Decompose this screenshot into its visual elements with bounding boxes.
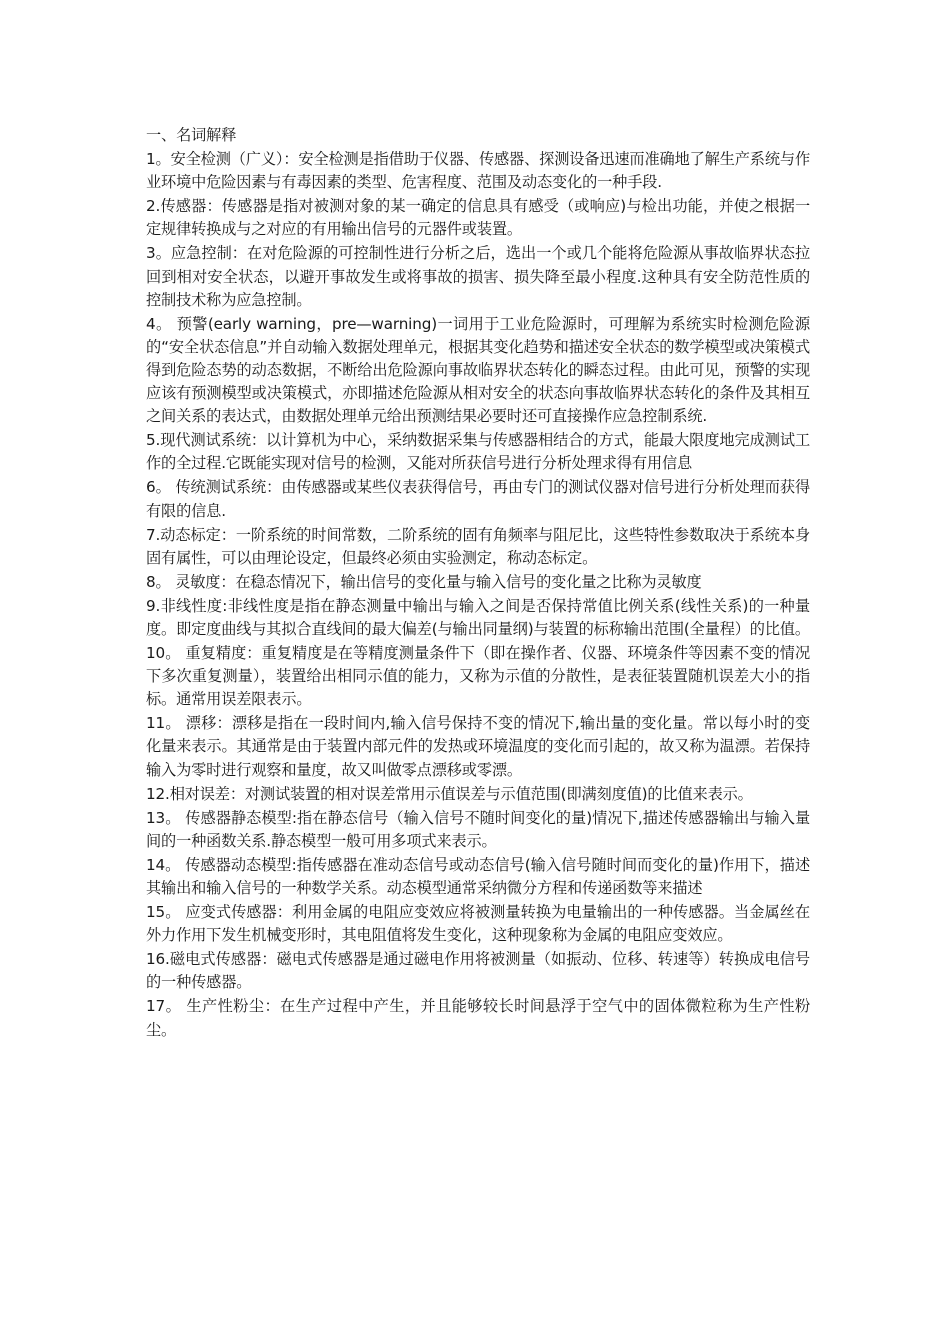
definition-item-12: 12.相对误差：对测试装置的相对误差常用示值误差与示值范围(即满刻度值)的比值来表示。 bbox=[146, 784, 753, 803]
document-body bbox=[146, 124, 810, 1043]
definition-item-15: 15。 应变式传感器：利用金属的电阻应变效应将被测量转换为电量输出的一种传感器。当金属丝在外力作用下发生机械变形时，其电阻值将发生变化，这种现象称为金属的电阻应变效应。 bbox=[146, 903, 810, 945]
definition-item-5: 5.现代测试系统：以计算机为中心，采纳数据采集与传感器相结合的方式，能最大限度地完成测试工作的全过程.它既能实现对信号的检测，又能对所获信号进行分析处理求得有用信息 bbox=[146, 431, 810, 473]
section-heading: 一、名词解释 bbox=[146, 126, 237, 144]
definition-item-11: 11。 漂移：漂移是指在一段时间内,输入信号保持不变的情况下,输出量的变化量。常以每小时的变化量来表示。其通常是由于装置内部元件的发热或环境温度的变化而引起的，故又称为温漂。若保持输入为零时进行观察和量度，故又叫做零点漂移或零漂。 bbox=[146, 714, 810, 779]
definition-item-17: 17。 生产性粉尘：在生产过程中产生，并且能够较长时间悬浮于空气中的固体微粒称为生产性粉尘。 bbox=[146, 997, 810, 1039]
definition-item-14: 14。 传感器动态模型:指传感器在准动态信号或动态信号(输入信号随时间而变化的量)作用下，描述其输出和输入信号的一种数学关系。动态模型通常采纳微分方程和传递函数等来描述 bbox=[146, 855, 810, 897]
definition-item-7: 7.动态标定：一阶系统的时间常数，二阶系统的固有角频率与阻尼比，这些特性参数取决于系统本身固有属性，可以由理论设定，但最终必须由实验测定，称动态标定。 bbox=[146, 525, 810, 567]
definition-item-8: 8。 灵敏度：在稳态情况下，输出信号的变化量与输入信号的变化量之比称为灵敏度 bbox=[146, 572, 702, 591]
definition-item-2: 2.传感器：传感器是指对被测对象的某一确定的信息具有感受（或响应)与检出功能，并使之根据一定规律转换成与之对应的有用输出信号的元器件或装置。 bbox=[146, 197, 810, 239]
definition-item-9: 9.非线性度:非线性度是指在静态测量中输出与输入之间是否保持常值比例关系(线性关系)的一种量度。即定度曲线与其拟合直线间的最大偏差(与输出同量纲)与装置的标称输出范围(全量程）的比值。 bbox=[146, 596, 810, 638]
definition-item-10: 10。 重复精度：重复精度是在等精度测量条件下（即在操作者、仪器、环境条件等因素不变的情况下多次重复测量），装置给出相同示值的能力，又称为示值的分散性，是表征装置随机误差大小的指标。通常用误差限表示。 bbox=[146, 644, 810, 709]
definition-item-16: 16.磁电式传感器：磁电式传感器是通过磁电作用将被测量（如振动、位移、转速等）转换成电信号的一种传感器。 bbox=[146, 950, 810, 992]
definition-item-6: 6。 传统测试系统：由传感器或某些仪表获得信号，再由专门的测试仪器对信号进行分析处理而获得有限的信息. bbox=[146, 478, 810, 520]
definition-item-3: 3。应急控制：在对危险源的可控制性进行分析之后，选出一个或几个能将危险源从事故临界状态拉回到相对安全状态，以避开事故发生或将事故的损害、损失降至最小程度.这种具有安全防范性质的控制技术称为应急控制。 bbox=[146, 244, 810, 309]
definition-item-4: 4。 预警(early warning，pre—warning)一词用于工业危险源时，可理解为系统实时检测危险源的“安全状态信息”并自动输入数据处理单元，根据其变化趋势和描述安全状态的数学模型或决策模式得到危险态势的动态数据，不断给出危险源向事故临界状态转化的瞬态过程。由此可见，预警的实现应该有预测模型或决策模式，亦即描述危险源从相对安全的状态向事故临界状态转化的条件及其相互之间关系的表达式，由数据处理单元给出预测结果必要时还可直接操作应急控制系统. bbox=[146, 314, 810, 426]
definition-item-1: 1。安全检测（广义）：安全检测是指借助于仪器、传感器、探测设备迅速而准确地了解生产系统与作业环境中危险因素与有毒因素的类型、危害程度、范围及动态变化的一种手段. bbox=[146, 150, 810, 192]
definition-item-13: 13。 传感器静态模型:指在静态信号（输入信号不随时间变化的量)情况下,描述传感器输出与输入量间的一种函数关系.静态模型一般可用多项式来表示。 bbox=[146, 808, 810, 850]
